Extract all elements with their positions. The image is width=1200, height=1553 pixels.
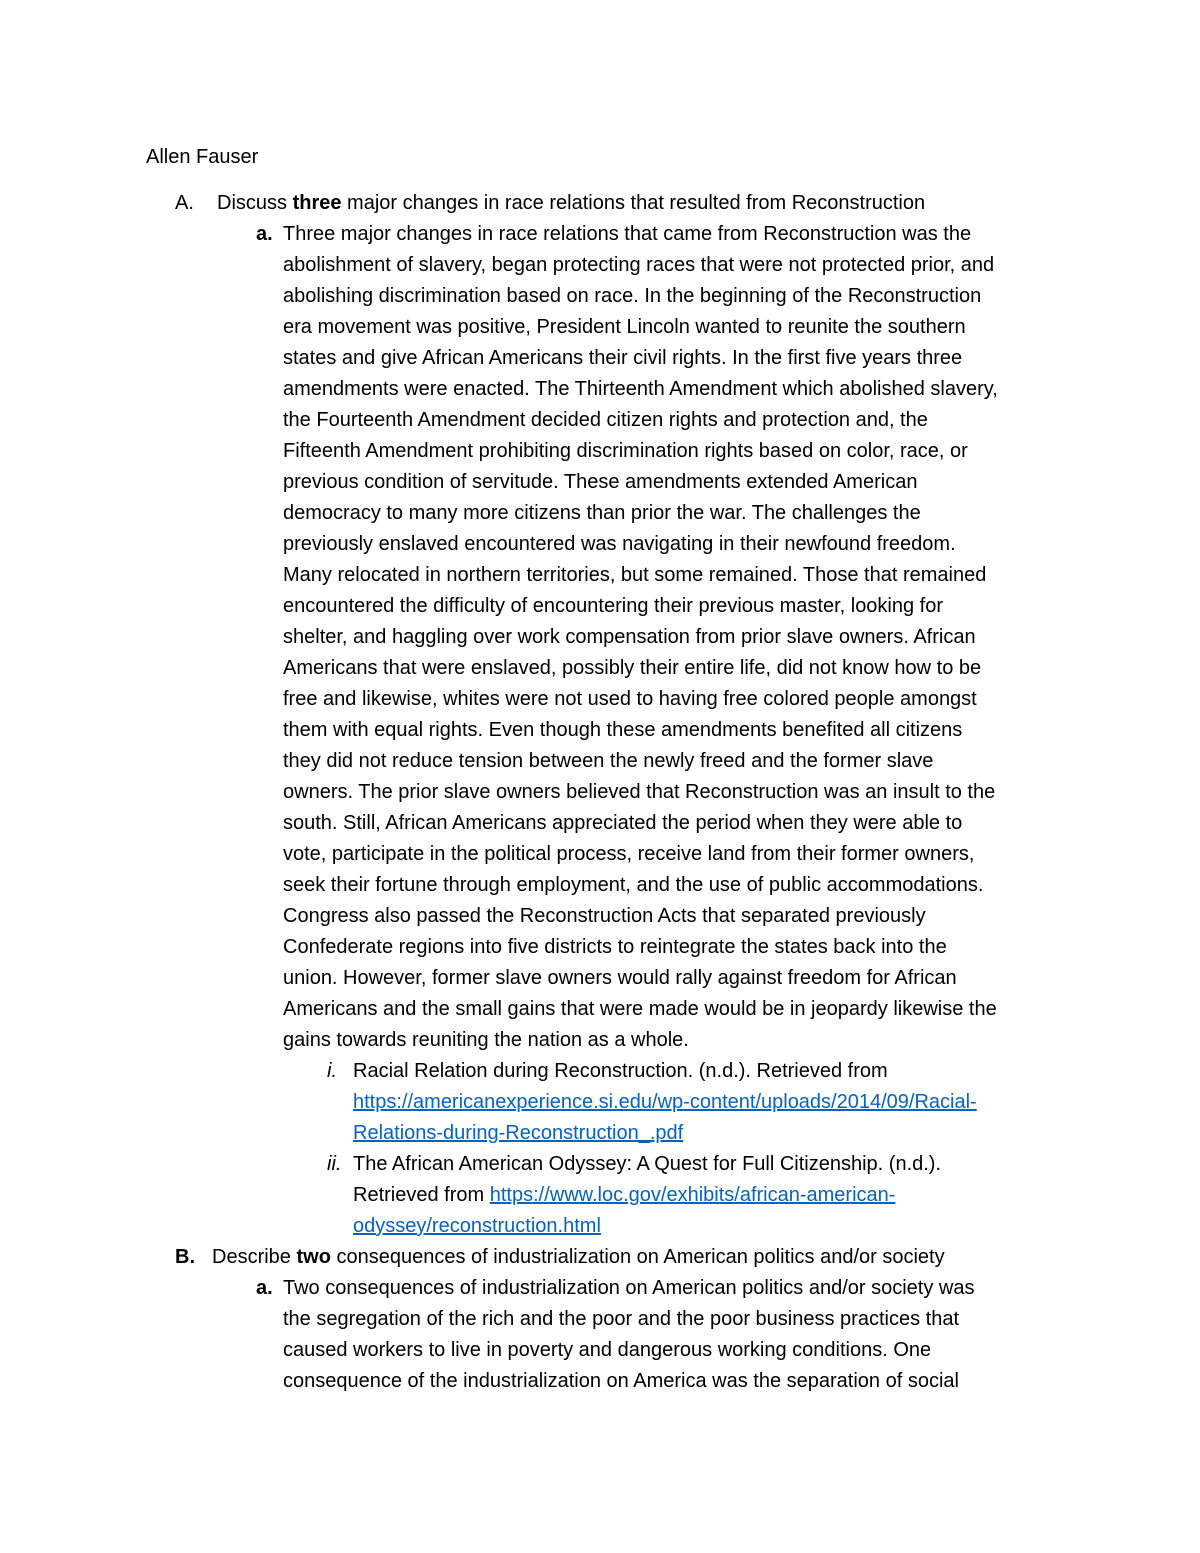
section-b-answer-marker: a. bbox=[256, 1277, 273, 1299]
answer-line: Three major changes in race relations that came from Reconstruction was the bbox=[283, 223, 972, 245]
section-a-answer-marker: a. bbox=[256, 223, 273, 245]
answer-line: states and give African Americans their civil rights. In the first five years three bbox=[283, 347, 963, 369]
reference-2-link-continued[interactable]: odyssey/reconstruction.html bbox=[353, 1215, 601, 1237]
answer-line: era movement was positive, President Lincoln wanted to reunite the southern bbox=[283, 316, 966, 338]
reference-1-marker: i. bbox=[327, 1060, 337, 1082]
reference-1-link-continued[interactable]: Relations-during-Reconstruction_.pdf bbox=[353, 1122, 684, 1144]
author-name: Allen Fauser bbox=[146, 146, 259, 168]
answer-line: Two consequences of industrialization on American politics and/or society was bbox=[283, 1277, 975, 1299]
answer-line: vote, participate in the political process, receive land from their former owners, bbox=[283, 843, 975, 865]
answer-line: democracy to many more citizens than prior the war. The challenges the bbox=[283, 502, 921, 524]
answer-line: Confederate regions into five districts to reintegrate the states back into the bbox=[283, 936, 947, 958]
reference-1-citation: Racial Relation during Reconstruction. (n.d.). Retrieved from bbox=[353, 1060, 888, 1082]
answer-line: abolishing discrimination based on race. In the beginning of the Reconstruction bbox=[283, 285, 982, 307]
answer-line: previous condition of servitude. These amendments extended American bbox=[283, 471, 918, 493]
answer-line: south. Still, African Americans appreciated the period when they were able to bbox=[283, 812, 963, 834]
answer-line: consequence of the industrialization on America was the separation of social bbox=[283, 1370, 959, 1392]
answer-line: shelter, and haggling over work compensation from prior slave owners. African bbox=[283, 626, 976, 648]
reference-2-marker: ii. bbox=[327, 1153, 342, 1175]
answer-line: Congress also passed the Reconstruction Acts that separated previously bbox=[283, 905, 926, 927]
answer-line: free and likewise, whites were not used to having free colored people amongst bbox=[283, 688, 977, 710]
answer-line: Fifteenth Amendment prohibiting discrimination rights based on color, race, or bbox=[283, 440, 968, 462]
answer-line: them with equal rights. Even though these amendments benefited all citizens bbox=[283, 719, 963, 741]
answer-line: owners. The prior slave owners believed that Reconstruction was an insult to the bbox=[283, 781, 996, 803]
section-b-marker: B. bbox=[175, 1246, 195, 1268]
answer-line: the Fourteenth Amendment decided citizen rights and protection and, the bbox=[283, 409, 928, 431]
answer-line: abolishment of slavery, began protecting races that were not protected prior, and bbox=[283, 254, 995, 276]
section-a-prompt: Discuss three major changes in race relations that resulted from Reconstruction bbox=[217, 192, 926, 214]
section-b-prompt: Describe two consequences of industrialization on American politics and/or society bbox=[212, 1246, 945, 1268]
reference-2-link[interactable]: https://www.loc.gov/exhibits/african-american- bbox=[489, 1184, 896, 1206]
answer-line: gains towards reuniting the nation as a whole. bbox=[283, 1029, 689, 1051]
reference-2-citation: The African American Odyssey: A Quest for Full Citizenship. (n.d.). bbox=[353, 1153, 942, 1175]
answer-line: previously enslaved encountered was navigating in their newfound freedom. bbox=[283, 533, 956, 555]
reference-2-retrieved-label: Retrieved from bbox=[353, 1184, 490, 1206]
section-b-prompt-emphasis: two bbox=[296, 1246, 331, 1268]
answer-line: they did not reduce tension between the newly freed and the former slave bbox=[283, 750, 934, 772]
reference-1-link[interactable]: https://americanexperience.si.edu/wp-content/uploads/2014/09/Racial- bbox=[353, 1091, 977, 1113]
answer-line: the segregation of the rich and the poor and the poor business practices that bbox=[283, 1308, 959, 1330]
section-a-prompt-emphasis: three bbox=[292, 192, 342, 214]
answer-line: encountered the difficulty of encountering their previous master, looking for bbox=[283, 595, 944, 617]
answer-line: amendments were enacted. The Thirteenth Amendment which abolished slavery, bbox=[283, 378, 998, 400]
answer-line: seek their fortune through employment, and the use of public accommodations. bbox=[283, 874, 984, 896]
section-a-marker: A. bbox=[175, 192, 194, 214]
answer-line: caused workers to live in poverty and dangerous working conditions. One bbox=[283, 1339, 932, 1361]
answer-line: union. However, former slave owners would rally against freedom for African bbox=[283, 967, 957, 989]
answer-line: Americans and the small gains that were made would be in jeopardy likewise the bbox=[283, 998, 997, 1020]
answer-line: Americans that were enslaved, possibly their entire life, did not know how to be bbox=[283, 657, 982, 679]
answer-line: Many relocated in northern territories, but some remained. Those that remained bbox=[283, 564, 987, 586]
